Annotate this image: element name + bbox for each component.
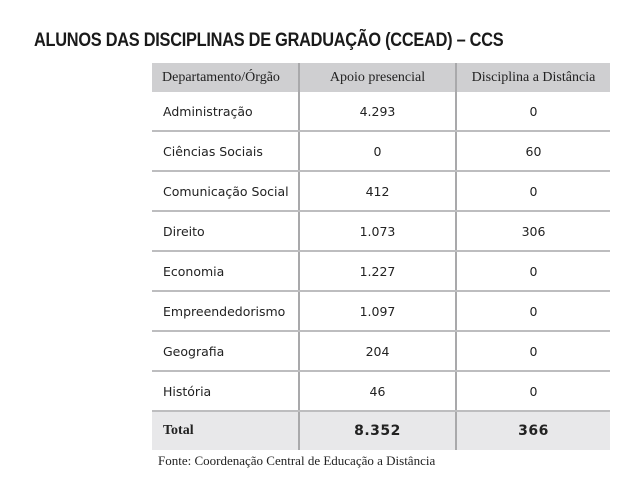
cell-department: Administração — [152, 92, 299, 131]
total-label: Total — [152, 411, 299, 450]
cell-apoio-presencial: 4.293 — [299, 92, 456, 131]
cell-department: História — [152, 371, 299, 411]
table-row — [152, 291, 610, 331]
table-row — [152, 131, 610, 171]
cell-disciplina-distancia: 0 — [456, 92, 610, 131]
cell-apoio-presencial: 1.097 — [299, 291, 456, 331]
cell-apoio-presencial: 1.227 — [299, 251, 456, 291]
cell-disciplina-distancia: 0 — [456, 331, 610, 371]
cell-disciplina-distancia: 0 — [456, 251, 610, 291]
cell-disciplina-distancia: 60 — [456, 131, 610, 171]
header-apoio-presencial: Apoio presencial — [299, 63, 456, 92]
table-row — [152, 171, 610, 211]
table-row — [152, 92, 610, 131]
table-total-row — [152, 411, 610, 450]
cell-department: Empreendedorismo — [152, 291, 299, 331]
page-title: ALUNOS DAS DISCIPLINAS DE GRADUAÇÃO (CCEAD) – CCS — [34, 30, 504, 51]
cell-apoio-presencial: 412 — [299, 171, 456, 211]
table-row — [152, 251, 610, 291]
cell-disciplina-distancia: 0 — [456, 291, 610, 331]
table-header-row — [152, 63, 610, 92]
cell-department: Geografia — [152, 331, 299, 371]
header-department: Departamento/Órgão — [152, 63, 299, 92]
cell-disciplina-distancia: 306 — [456, 211, 610, 251]
cell-department: Ciências Sociais — [152, 131, 299, 171]
cell-disciplina-distancia: 0 — [456, 371, 610, 411]
total-disciplina-distancia: 366 — [456, 411, 610, 450]
table-row — [152, 371, 610, 411]
cell-department: Direito — [152, 211, 299, 251]
source-note: Fonte: Coordenação Central de Educação a Distância — [158, 453, 436, 468]
cell-apoio-presencial: 0 — [299, 131, 456, 171]
cell-disciplina-distancia: 0 — [456, 171, 610, 211]
cell-apoio-presencial: 46 — [299, 371, 456, 411]
cell-apoio-presencial: 1.073 — [299, 211, 456, 251]
header-disciplina-distancia: Disciplina a Distância — [456, 63, 610, 92]
total-apoio-presencial: 8.352 — [299, 411, 456, 450]
cell-department: Comunicação Social — [152, 171, 299, 211]
data-table — [152, 63, 610, 450]
table-row — [152, 331, 610, 371]
cell-department: Economia — [152, 251, 299, 291]
cell-apoio-presencial: 204 — [299, 331, 456, 371]
table-row — [152, 211, 610, 251]
